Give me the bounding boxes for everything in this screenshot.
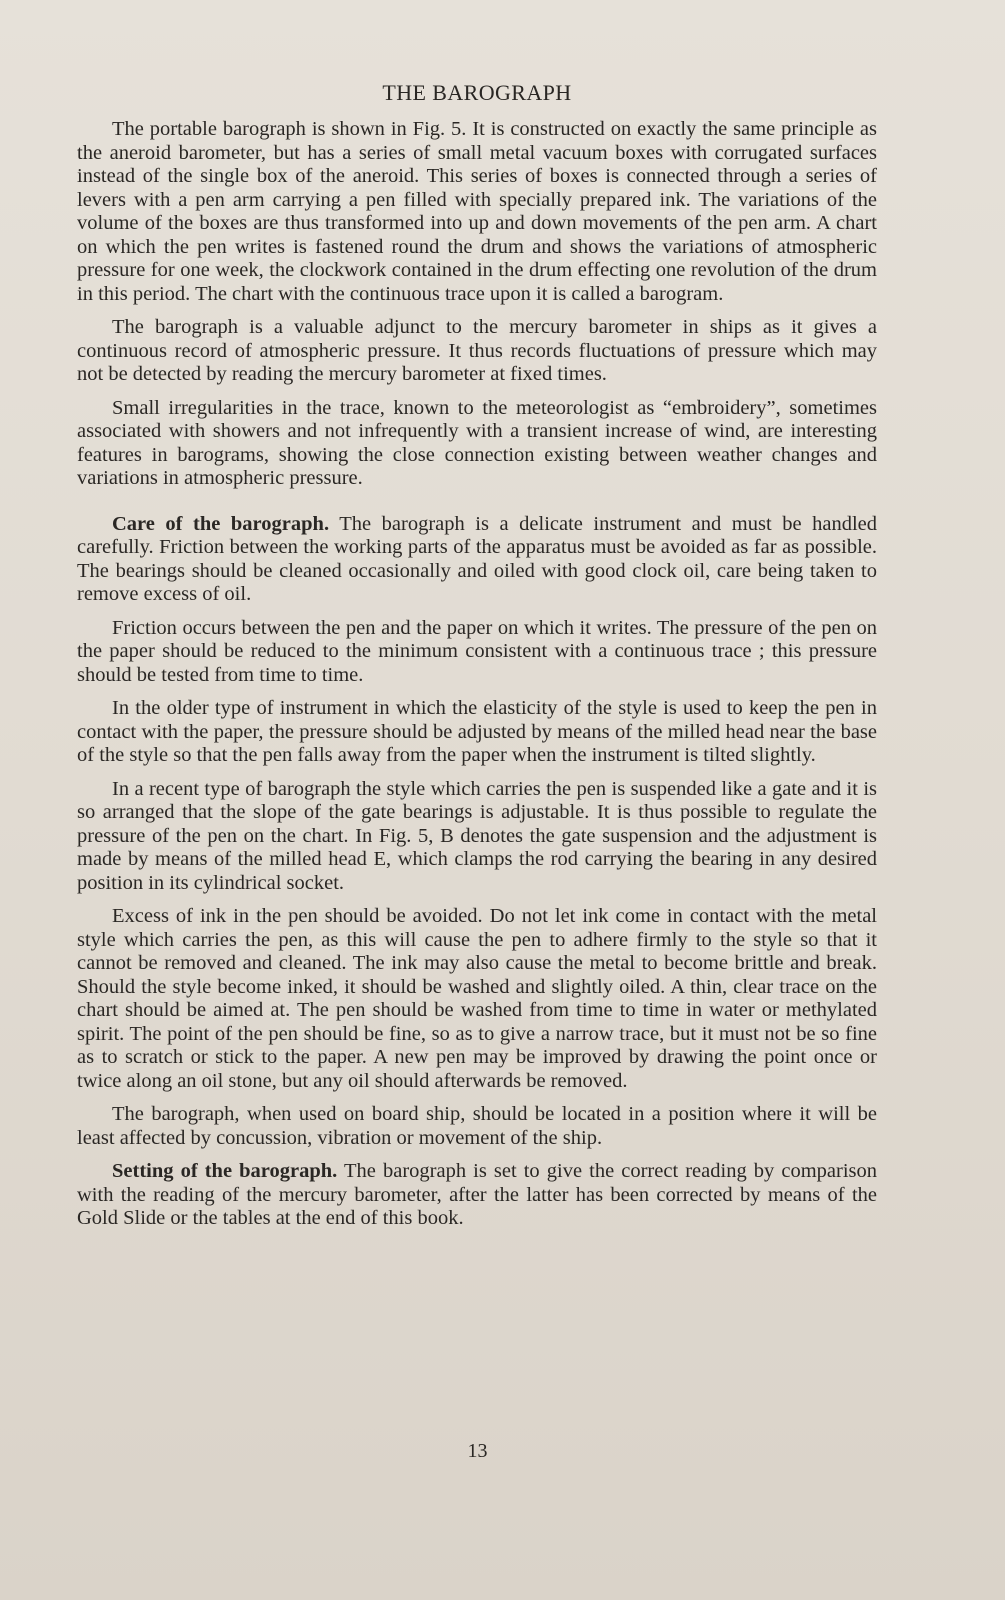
paragraph-adjunct [77,316,877,387]
paragraph-location [77,1103,877,1150]
paragraph-friction [77,617,877,688]
paragraph-text: Excess of ink in the pen should be avoided. Do not let ink come in contact with the metal style which carries the pen, as this will cause the pen to adhere firmly to the style so that it cannot be removed and cleaned. The ink may also cause the metal to become brittle and break. Should the style become inked, it should be washed and slightly oiled. A thin, clear trace on the chart should be aimed at. The pen should be washed from time to time in water or methylated spirit. The point of the pen should be fine, so as to give a narrow trace, but it must not be so fine as to scratch or stick to the paper. A new pen may be improved by drawing the point once or twice along an oil stone, but any oil should afterwards be removed. [77,905,877,1092]
paragraph-text: In a recent type of barograph the style which carries the pen is suspended like a gate and it is so arranged that the slope of the gate bearings is adjustable. It is thus possible to regulate the pressure of the pen on the chart. In Fig. 5, B denotes the gate suspension and the adjustment is made by means of the milled head E, which clamps the rod carrying the bearing in any desired position in its cylindrical socket. [77,777,877,894]
paragraph-embroidery [77,397,877,491]
paragraph-text: The barograph is a delicate instrument and must be handled carefully. Friction between the working parts of the apparatus must be avoided as far as possible. The bearings should be cleaned occasionally and oiled with good clock oil, care being taken to remove excess of oil. [77,512,877,605]
paragraph-text: The barograph is set to give the correct reading by comparison with the reading of the mercury barometer, after the latter has been corrected by means of the Gold Slide or the tables at the end of this book. [77,1160,877,1229]
paragraph-text: The portable barograph is shown in Fig. 5. It is constructed on exactly the same principle as the aneroid barometer, but has a series of small metal vacuum boxes with corrugated surfaces instead of the single box of the aneroid. This series of boxes is connected through a series of levers with a pen arm carrying a pen filled with specially prepared ink. The variations of the volume of the boxes are thus transformed into up and down movements of the pen arm. A chart on which the pen writes is fastened round the drum and shows the variations of atmospheric pressure for one week, the clockwork contained in the drum effecting one revolution of the drum in this period. The chart with the continuous trace upon it is called a barogram. [77,118,877,305]
paragraph-care [77,513,877,607]
paragraph-older-type [77,697,877,768]
page-number: 13 [467,1440,488,1462]
paragraph-recent-type [77,778,877,896]
run-in-heading: Setting of the barograph. [112,1160,338,1182]
run-in-heading: Care of the barograph. [112,512,330,535]
paragraph-setting [77,1160,877,1231]
paragraph-intro [77,118,877,306]
page-heading: THE BAROGRAPH [382,80,572,105]
page-text [77,80,877,1241]
paragraph-text: In the older type of instrument in which the elasticity of the style is used to keep the pen in contact with the paper, the pressure should be adjusted by means of the milled head near the base of the style so that the pen falls away from the paper when the instrument is tilted slightly. [77,697,877,766]
paragraph-text: Small irregularities in the trace, known to the meteorologist as “embroidery”, sometimes associated with showers and not infrequently with a transient increase of wind, are interesting features in barograms, showing the close connection existing between weather changes and variations in atmospheric pressure. [77,396,877,489]
paragraph-text: The barograph, when used on board ship, should be located in a position where it will be least affected by concussion, vibration or movement of the ship. [77,1103,877,1149]
paragraph-excess-ink [77,905,877,1093]
paragraph-text: Friction occurs between the pen and the paper on which it writes. The pressure of the pen on the paper should be reduced to the minimum consistent with a continuous trace ; this pressure should be tested from time to time. [77,616,877,686]
paragraph-text: The barograph is a valuable adjunct to the mercury barometer in ships as it gives a continuous record of atmospheric pressure. It thus records fluctuations of pressure which may not be detected by reading the mercury barometer at fixed times. [77,316,877,385]
